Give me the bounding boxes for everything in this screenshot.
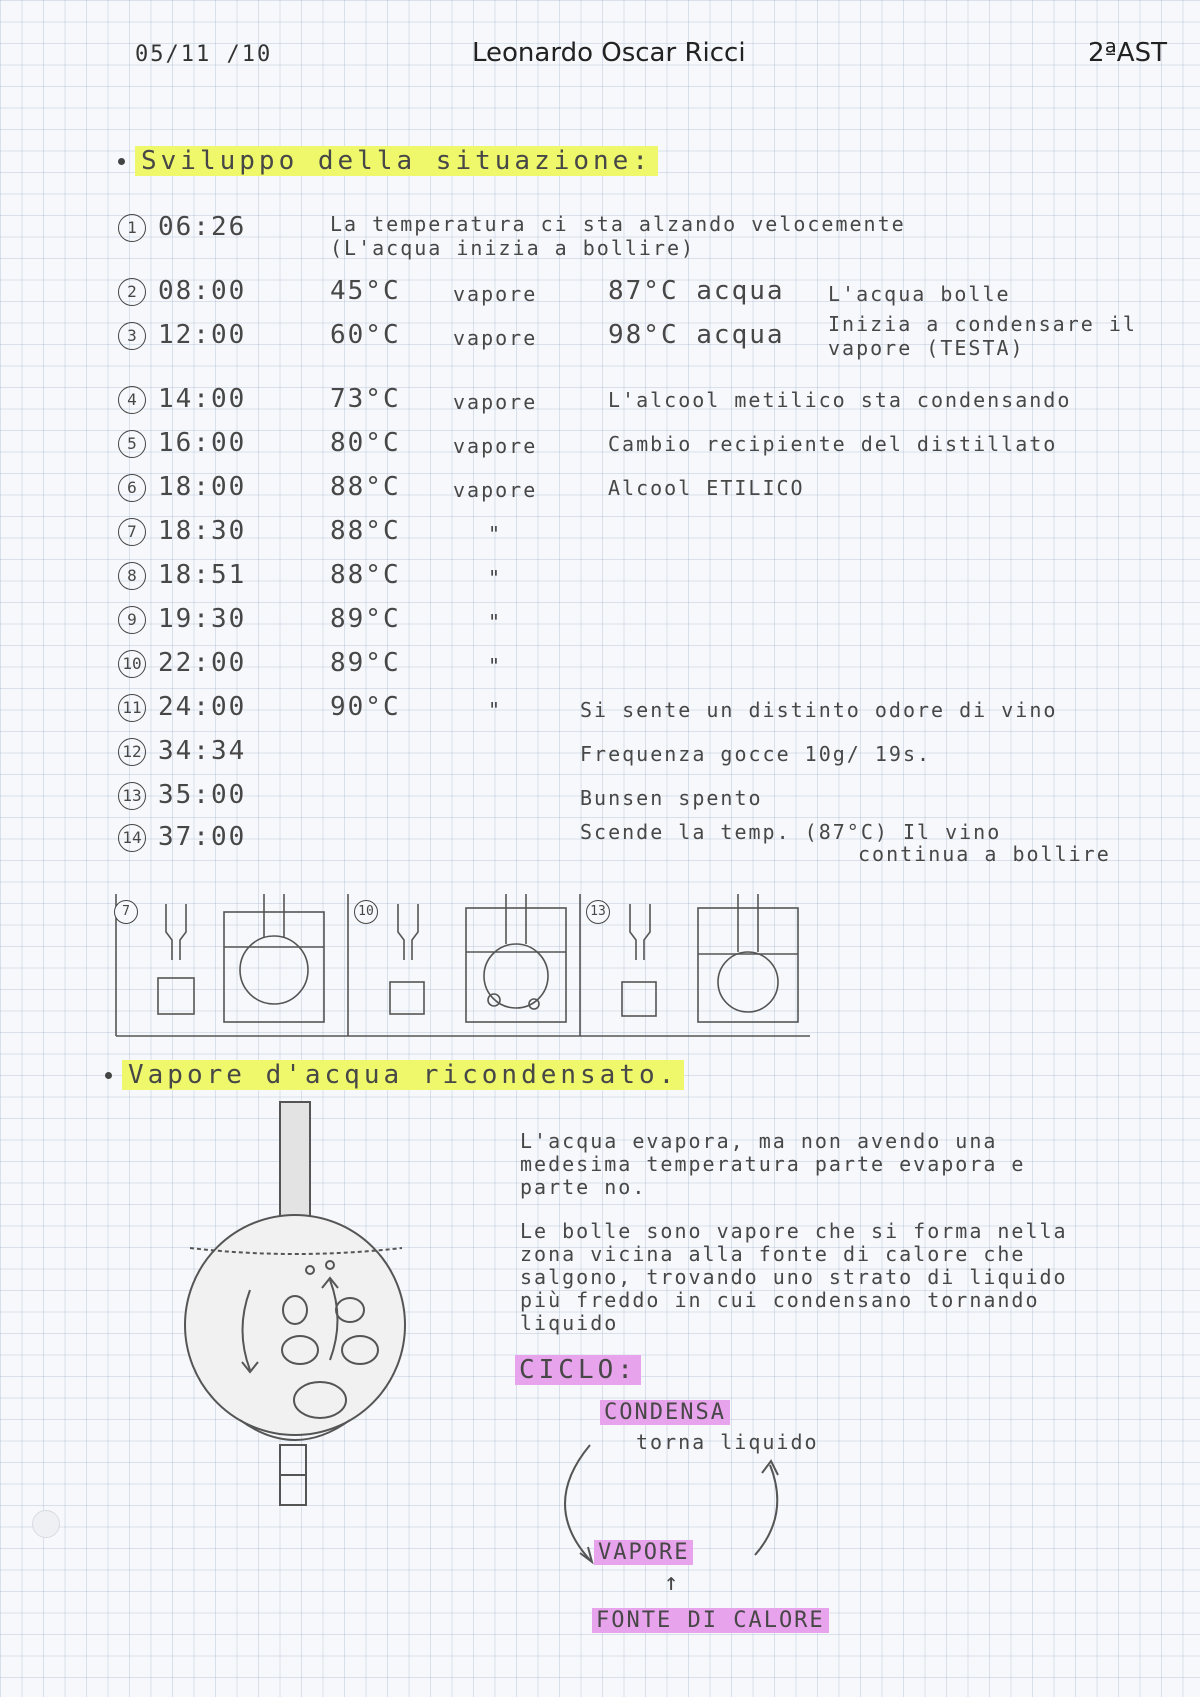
row-temp: 60°C	[330, 320, 401, 350]
row-temp: 89°C	[330, 604, 401, 634]
table-row: 4 14:00	[118, 384, 246, 424]
row-temp: 88°C	[330, 516, 401, 546]
row-temp: 88°C	[330, 472, 401, 502]
cycle-fonte-label: FONTE DI CALORE	[592, 1608, 829, 1633]
sketch-step-label: 13	[586, 900, 610, 924]
row-water-temp: 87°C acqua	[608, 276, 785, 306]
sketch-step-label: 10	[354, 900, 378, 924]
boiling-flask-illustration	[180, 1100, 420, 1520]
row-note: Alcool ETILICO	[608, 476, 805, 500]
row-temp: 45°C	[330, 276, 401, 306]
table-row: 3 12:00	[118, 320, 246, 360]
explanation-paragraph-2: Le bolle sono vapore che si forma nella zona vicina alla fonte di calore che salgono, trovando uno strato di liquido più freddo in cui condensano tornando liquido	[520, 1219, 1068, 1335]
row-temp: 90°C	[330, 692, 401, 722]
bullet-icon	[118, 158, 125, 165]
row-note: Si sente un distinto odore di vino	[580, 698, 1058, 722]
row-note: Bunsen spento	[580, 786, 763, 810]
row-temp: 89°C	[330, 648, 401, 678]
row-temp: 80°C	[330, 428, 401, 458]
row-note-continued: vapore (TESTA)	[828, 336, 1025, 360]
table-row: 8 18:51	[118, 560, 246, 600]
row-note: L'alcool metilico sta condensando	[608, 388, 1072, 412]
row-note: La temperatura ci sta alzando velocemente	[330, 212, 906, 236]
table-row: 12 34:34	[118, 736, 246, 776]
table-row: 13 35:00	[118, 780, 246, 820]
row-phase: vapore	[453, 282, 538, 306]
cycle-condensa-label: CONDENSA	[600, 1400, 730, 1425]
row-note: Scende la temp. (87°C) Il vino	[580, 820, 1002, 844]
table-row: 7 18:30	[118, 516, 246, 556]
section-title-development: Sviluppo della situazione:	[118, 146, 658, 176]
cycle-vapore-label: VAPORE	[594, 1540, 693, 1565]
distillation-sketches	[114, 892, 812, 1038]
table-row: 9 19:30	[118, 604, 246, 644]
author-name: Leonardo Oscar Ricci	[472, 38, 746, 68]
row-phase: vapore	[453, 326, 538, 350]
row-phase: "	[488, 566, 503, 590]
up-arrow-icon: ↑	[664, 1568, 681, 1596]
class-label: 2ªAST	[1088, 38, 1167, 68]
table-row: 5 16:00	[118, 428, 246, 468]
row-note-continued: continua a bollire	[858, 842, 1111, 866]
row-phase: "	[488, 610, 503, 634]
row-phase: "	[488, 522, 503, 546]
binder-hole	[32, 1510, 60, 1538]
table-row: 14 37:00	[118, 822, 246, 862]
row-note: Cambio recipiente del distillato	[608, 432, 1058, 456]
row-phase: vapore	[453, 478, 538, 502]
flask-sketch-illustration	[114, 892, 812, 1038]
row-note: L'acqua bolle	[828, 282, 1011, 306]
row-phase: "	[488, 698, 503, 722]
date: 05/11 /10	[135, 42, 273, 67]
row-temp: 88°C	[330, 560, 401, 590]
section-title-condensed-vapor: Vapore d'acqua ricondensato.	[105, 1060, 684, 1090]
table-row: 10 22:00	[118, 648, 246, 688]
row-note-continued: (L'acqua inizia a bollire)	[330, 236, 696, 260]
row-temp: 73°C	[330, 384, 401, 414]
row-phase: vapore	[453, 434, 538, 458]
flask-drawing	[180, 1100, 420, 1520]
row-water-temp: 98°C acqua	[608, 320, 785, 350]
row-phase: "	[488, 654, 503, 678]
row-note: Inizia a condensare il	[828, 312, 1137, 336]
cycle-title: CICLO:	[515, 1355, 641, 1385]
row-note: Frequenza gocce 10g/ 19s.	[580, 742, 932, 766]
row-phase: vapore	[453, 390, 538, 414]
table-row: 1 06:26	[118, 212, 246, 252]
bullet-icon	[105, 1072, 112, 1079]
explanation-paragraph-1: L'acqua evapora, ma non avendo una medesima temperatura parte evapora e parte no.	[520, 1129, 1026, 1199]
sketch-step-label: 7	[114, 900, 138, 924]
cycle-torna-liquido-label: torna liquido	[636, 1430, 819, 1454]
table-row: 2 08:00	[118, 276, 246, 316]
table-row: 6 18:00	[118, 472, 246, 512]
table-row: 11 24:00	[118, 692, 246, 732]
